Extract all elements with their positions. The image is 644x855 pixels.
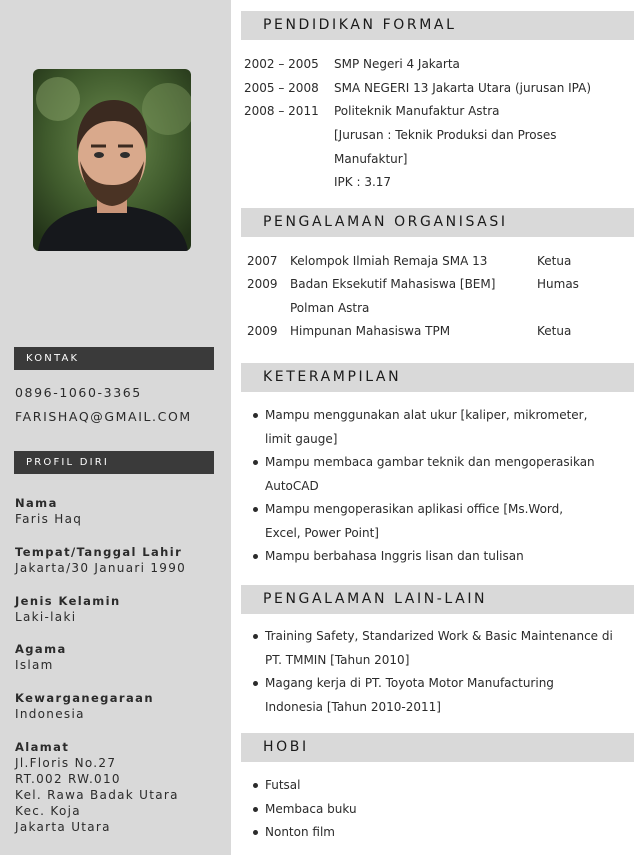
org-name-continued: Polman Astra xyxy=(290,301,370,315)
education-school: SMA NEGERI 13 Jakarta Utara (jurusan IPA) xyxy=(334,81,592,95)
education-years: 2002 – 2005 xyxy=(244,57,319,71)
field-value: Laki-laki xyxy=(15,610,77,624)
education-major: Manufaktur] xyxy=(334,152,408,166)
field-value: Jl.Floris No.27 xyxy=(15,756,117,770)
org-year: 2007 xyxy=(247,254,278,268)
field-value: Indonesia xyxy=(15,707,85,721)
contact-phone: 0896-1060-3365 xyxy=(15,385,142,400)
field-label: Kewarganegaraan xyxy=(15,691,154,705)
contact-email: FARISHAQ@GMAIL.COM xyxy=(15,409,192,424)
organization-heading: PENGALAMAN ORGANISASI xyxy=(241,208,634,237)
address-line: Kec. Koja xyxy=(15,804,81,818)
skills-list xyxy=(252,404,622,569)
education-years: 2008 – 2011 xyxy=(244,104,319,118)
hobbies-heading: HOBI xyxy=(241,733,634,762)
education-ipk: IPK : 3.17 xyxy=(334,175,392,189)
field-value: Jakarta/30 Januari 1990 xyxy=(15,561,187,575)
org-year: 2009 xyxy=(247,277,278,291)
org-year: 2009 xyxy=(247,324,278,338)
skills-heading: KETERAMPILAN xyxy=(241,363,634,392)
org-name: Kelompok Ilmiah Remaja SMA 13 xyxy=(290,254,488,268)
address-line: Kel. Rawa Badak Utara xyxy=(15,788,179,802)
field-label: Alamat xyxy=(15,740,70,754)
education-years: 2005 – 2008 xyxy=(244,81,319,95)
other-list xyxy=(252,625,622,719)
profile-field-birth xyxy=(15,544,225,576)
skill-item: Mampu berbahasa Inggris lisan dan tulisan xyxy=(265,545,622,569)
profile-field-name xyxy=(15,495,225,527)
org-role: Ketua xyxy=(537,324,572,338)
education-heading: PENDIDIKAN FORMAL xyxy=(241,11,634,40)
org-name: Badan Eksekutif Mahasiswa [BEM] xyxy=(290,277,496,291)
field-value: Islam xyxy=(15,658,54,672)
profile-photo xyxy=(33,69,191,251)
hobby-item: Membaca buku xyxy=(265,798,622,822)
education-school: Politeknik Manufaktur Astra xyxy=(334,104,500,118)
education-major: [Jurusan : Teknik Produksi dan Proses xyxy=(334,128,557,142)
field-label: Jenis Kelamin xyxy=(15,594,121,608)
hobbies-list xyxy=(252,774,622,845)
skill-item: Mampu menggunakan alat ukur [kaliper, mikrometer, limit gauge] xyxy=(265,404,610,451)
address-line: Jakarta Utara xyxy=(15,820,111,834)
skill-item: Mampu membaca gambar teknik dan mengoperasikan AutoCAD xyxy=(265,451,610,498)
contact-heading: KONTAK xyxy=(14,347,214,370)
profile-heading: PROFIL DIRI xyxy=(14,451,214,474)
profile-field-gender xyxy=(15,593,225,625)
org-role: Humas xyxy=(537,277,579,291)
hobby-item: Futsal xyxy=(265,774,622,798)
other-heading: PENGALAMAN LAIN-LAIN xyxy=(241,585,634,614)
profile-field-religion xyxy=(15,641,225,673)
hobby-item: Nonton film xyxy=(265,821,622,845)
skill-item: Mampu mengoperasikan aplikasi office [Ms.Word, Excel, Power Point] xyxy=(265,498,585,545)
other-item: Training Safety, Standarized Work & Basic Maintenance di PT. TMMIN [Tahun 2010] xyxy=(265,625,615,672)
education-school: SMP Negeri 4 Jakarta xyxy=(334,57,460,71)
profile-field-citizenship xyxy=(15,690,225,722)
profile-field-address xyxy=(15,739,225,835)
org-role: Ketua xyxy=(537,254,572,268)
address-line: RT.002 RW.010 xyxy=(15,772,121,786)
field-label: Tempat/Tanggal Lahir xyxy=(15,545,183,559)
org-name: Himpunan Mahasiswa TPM xyxy=(290,324,451,338)
field-label: Nama xyxy=(15,496,58,510)
other-item: Magang kerja di PT. Toyota Motor Manufacturing Indonesia [Tahun 2010-2011] xyxy=(265,672,595,719)
field-value: Faris Haq xyxy=(15,512,83,526)
field-label: Agama xyxy=(15,642,67,656)
